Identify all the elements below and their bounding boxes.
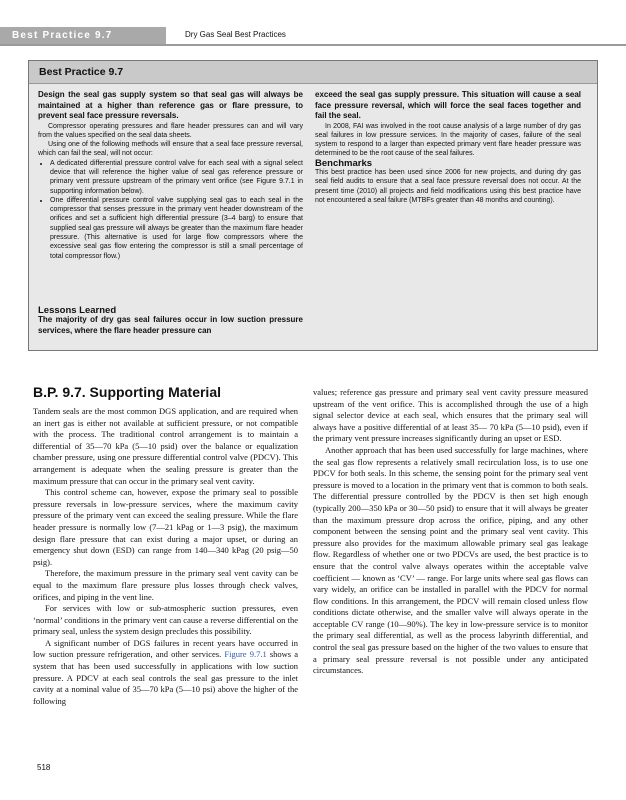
lessons-lead: The majority of dry gas seal failures occur in low suction pressure services, where the flare header pressure can: [38, 315, 303, 335]
box-bullet-list: [38, 159, 303, 261]
benchmarks-heading: Benchmarks: [315, 157, 373, 169]
page-number: 518: [37, 763, 51, 772]
box-paragraph: In 2008, FAI was involved in the root cause analysis of a large number of dry gas seal failures in low pressure services. In the majority of cases, failure of the seal system to respond to a larger than expected primary vent flare header pressure was determined to be the root cause of the seal failures.: [315, 122, 581, 158]
body-paragraph: This control scheme can, however, expose the primary seal to possible pressure reversals in low-pressure services, where the maximum cavity pressure of the primary vent can exceed the sealing pressure. While the flare header pressure is normally low (7—21 kPag or 1—3 psig), the maximum design flare pressure that can exist during a major upset, or during an emergency shut down (ESD) can range from 140—340 kPag (20 psig—50 psig).: [33, 487, 298, 567]
body-paragraph: For services with low or sub-atmospheric suction pressures, even ‘normal’ conditions in the primary vent can cause a reverse differential on the primary seal, unless the system design precludes this possibility.: [33, 603, 298, 637]
box-bullet: • One differential pressure control valve supplying seal gas to each seal in the compressor that senses pressure in the primary vent header downstream of the orifices and set a sufficient high differential pressure (3–4 barg) to ensure that supplied seal gas pressure will always be greater than the maximum flare header pressure. (This alternative is used for large flow compressors where the excessive seal gas flow entering the compressor is still a small percentage of total compressor flow.): [50, 196, 303, 261]
body-right-column: [313, 387, 588, 677]
box-bullet: • A dedicated differential pressure control valve for each seal with a signal select device that will reference the higher value of seal gas reference pressure or primary vent pressure upstream of the primary vent orifice (see Figure 9.7.1 in supporting information below).: [50, 159, 303, 196]
benchmarks-text: This best practice has been used since 2006 for new projects, and during dry gas seal field audits to ensure that a seal face pressure reversal does not occur. At the present time (2010) all projects and field modifications using this best practice have not encountered a seal failure (MTBFs greater than 48 months and counting).: [315, 168, 581, 204]
body-paragraph: values; reference gas pressure and primary seal vent cavity pressure measured upstream of the vent orifice. This is accomplished through the use of a high signal selector device at each seal, which ensures that the primary seal will always have a positive differential of at least 35— 70 kPa (5—10 psid), even if the primary vent pressure increases significantly during an upset or ESD.: [313, 387, 588, 444]
box-title: Best Practice 9.7: [29, 61, 597, 84]
best-practice-box: [28, 60, 598, 351]
body-text: A significant number of DGS failures in recent years have occurred in low suction pressure refrigeration, and other services.: [33, 637, 298, 660]
body-left-column: [33, 406, 298, 707]
box-lead-continued: exceed the seal gas supply pressure. This situation will cause a seal face pressure reversal, which will force the seal faces together and fail the seal.: [315, 90, 581, 120]
header-rule: [0, 44, 626, 46]
lessons-learned: [38, 306, 303, 336]
box-left-column: [38, 90, 303, 261]
body-paragraph: Another approach that has been used successfully for large machines, where the seal gas flow represents a relatively small recirculation loss, is to use one PDCV for both seals. In this scheme, the sensing point for the primary seal vent pressure is moved to a location in the primary vent that is common to both seals. The differential pressure controlled by the PDCV is then set high enough (typically 200—350 kPa or 30—50 psid) to ensure that it will always be greater than the maximum pressure drop across the orifice, piping, and any other component between the sensing point and the primary seal vent cavity. This pressure also provides for the maximum allowable primary seal gas leakage flow. Regardless of whether one or two PDCVs are used, the best practice is to ensure that the control valve always operates within the acceptable valve coefficient — known as ‘CV’ — range. For large units where seal gas flows can vary widely, an orifice can be installed in parallel with the PDCV for normal flow conditions. In this arrangement, the PDCV will remain closed unless flow conditions dictate otherwise, and the smaller valve will always operate in the acceptable CV range (10—90%). The key in low-pressure service is to monitor the primary seal differential, as well as the process labyrinth differential, and control the seal gas pressure based on the higher of the two values to ensure that a primary seal pressure reversal is not possible under any anticipated circumstances.: [313, 444, 588, 676]
section-tab: Best Practice 9.7: [0, 27, 166, 44]
body-paragraph: Therefore, the maximum pressure in the primary seal vent cavity can be equal to the maximum flare pressure plus losses through check valves, orifices, and piping in the vent line.: [33, 568, 298, 602]
box-paragraph: Compressor operating pressures and flare header pressures can and will vary from the values specified on the seal data sheets.: [38, 122, 303, 139]
body-paragraph: [33, 638, 298, 708]
body-text: shows a system that has been used successfully in applications with low suction pressure. A PDCV at each seal controls the seal gas pressure to the inlet cavity at a nominal value of 35—70 kPa (5—10 psi) above the higher of the following: [33, 649, 298, 706]
box-right-column: [315, 90, 581, 205]
body-paragraph: Tandem seals are the most common DGS application, and are required when an inert gas is either not available at sufficient pressure, or not compatible with the process. The traditional control arrangement is to maintain a differential of 35—70 kPa (5—10 psid) over the balance or equalization chamber pressure, using one pressure differential control valve (PDCV). This arrangement is adequate when the sealing pressure is greater than the maximum pressure that can occur in the primary seal vent cavity.: [33, 406, 298, 486]
box-paragraph: Using one of the following methods will ensure that a seal face pressure reversal, which can fail the seal, will not occur:: [38, 141, 303, 158]
box-lead: Design the seal gas supply system so that seal gas will always be maintained at a higher than reference gas or flare pressure, to prevent seal face pressure reversals.: [38, 90, 303, 120]
section-title: B.P. 9.7. Supporting Material: [33, 384, 222, 400]
lessons-heading: Lessons Learned: [38, 305, 117, 316]
figure-reference-link[interactable]: Figure 9.7.1: [224, 649, 267, 660]
running-title: Dry Gas Seal Best Practices: [185, 30, 286, 39]
